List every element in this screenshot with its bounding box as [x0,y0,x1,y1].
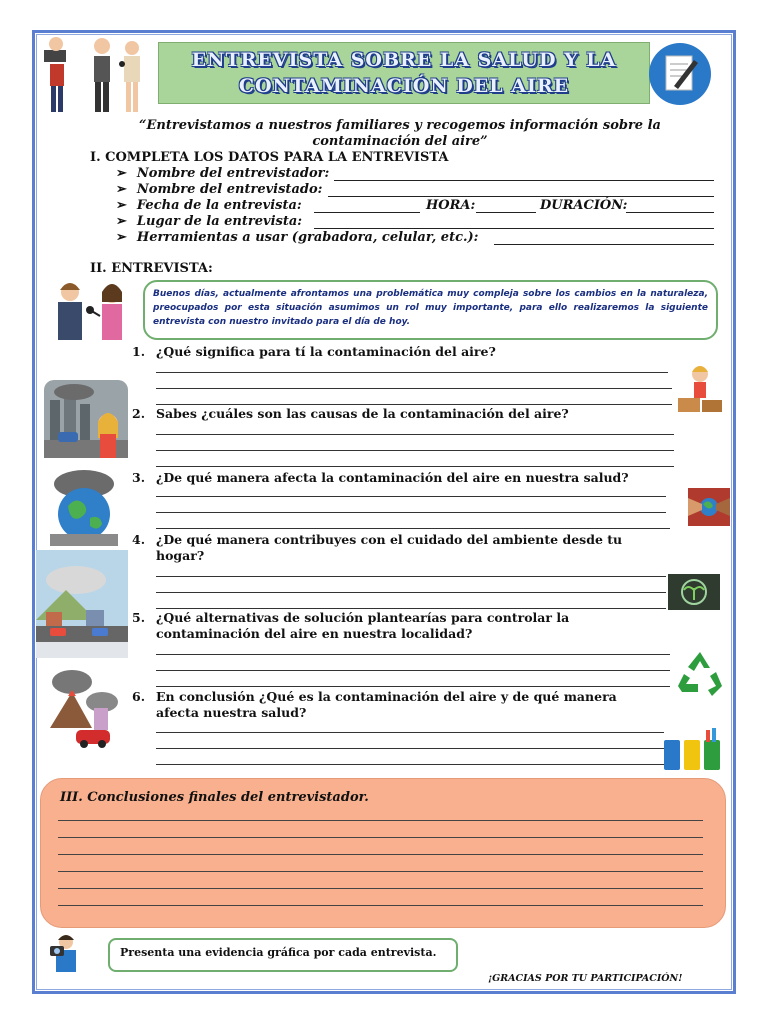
question-1 [132,344,496,360]
field-date-input[interactable] [314,212,420,213]
interview-intro-bubble: Buenos días, actualmente afrontamos una problemática muy compleja sobre los cambios en la naturaleza, preocupados por esta situación asumimos un rol muy importante, para ello realizaremos la siguiente entrevista con nuestro invitado para el día de hoy. [143,280,718,340]
conclusion-line[interactable] [58,871,703,872]
photographer-illustration [40,932,90,974]
sick-earth-illustration [46,466,122,548]
question-number: 4. [132,532,146,547]
conclusion-line[interactable] [58,888,703,889]
question-number: 3. [132,470,146,485]
field-interviewer-input[interactable] [334,180,714,181]
question-text: En conclusión ¿Qué es la contaminación del aire y de qué manera afecta nuestra salud? [156,689,617,720]
evidence-note-box: Presenta una evidencia gráfica por cada entrevista. [108,938,458,972]
question-number: 1. [132,344,146,359]
section-1-heading: I. COMPLETA LOS DATOS PARA LA ENTREVISTA [90,150,449,165]
answer-line[interactable] [156,764,664,765]
question-2 [132,406,569,422]
bullet-arrow-icon: ➢ [116,198,127,213]
question-text: ¿Qué alternativas de solución plantearías para controlar la contaminación del aire en nuestra localidad? [156,610,570,641]
field-place-text: Lugar de la entrevista: [136,214,303,229]
title-line-1: ENTREVISTA SOBRE LA SALUD Y LA [191,49,617,71]
question-6 [132,689,656,721]
interview-reporter-illustration [40,280,132,342]
field-interviewee-input[interactable] [328,196,714,197]
field-time-label: HORA: [426,198,476,213]
question-text: Sabes ¿cuáles son las causas de la contaminación del aire? [156,406,569,421]
field-interviewee-label [116,182,322,197]
question-5 [132,610,636,642]
recycle-icon [674,650,726,698]
field-time-input[interactable] [476,212,536,213]
bullet-arrow-icon: ➢ [116,230,127,245]
bullet-arrow-icon: ➢ [116,166,127,181]
field-interviewer-label [116,166,329,181]
kid-with-boxes-illustration [676,362,726,414]
question-4 [132,532,666,564]
conclusion-line[interactable] [58,820,703,821]
subtitle-quote: “Entrevistamos a nuestros familiares y recogemos información sobre la contaminación del aire” [139,118,661,149]
answer-line[interactable] [156,388,672,389]
conclusion-line[interactable] [58,837,703,838]
section-2-heading: II. ENTREVISTA: [90,261,213,276]
field-tools-input[interactable] [494,244,714,245]
volcano-pollution-illustration [46,668,124,750]
recycle-bins-illustration [662,728,726,772]
answer-line[interactable] [156,576,666,577]
conclusion-line[interactable] [58,905,703,906]
field-interviewer-text: Nombre del entrevistador: [136,166,330,181]
question-number: 5. [132,610,146,625]
answer-line[interactable] [156,732,664,733]
field-duration-input[interactable] [626,212,714,213]
title-line-2: CONTAMINACIÓN DEL AIRE [238,75,570,97]
question-text: ¿De qué manera afecta la contaminación del aire en nuestra salud? [156,470,629,485]
answer-line[interactable] [156,654,670,655]
answer-line[interactable] [156,748,664,749]
answer-line[interactable] [156,434,674,435]
field-interviewee-text: Nombre del entrevistado: [136,182,323,197]
answer-line[interactable] [156,404,672,405]
bullet-arrow-icon: ➢ [116,182,127,197]
question-text: ¿Qué significa para tí la contaminación del aire? [156,344,496,359]
field-duration-label: DURACIÓN: [540,198,628,213]
question-3 [132,470,629,486]
smoggy-town-illustration [36,550,128,658]
plant-in-hands-illustration [668,574,720,610]
field-place-label [116,214,302,229]
field-date-text: Fecha de la entrevista: [136,198,302,213]
answer-line[interactable] [156,496,666,497]
field-tools-label [116,230,478,245]
conclusion-line[interactable] [58,854,703,855]
answer-line[interactable] [156,528,670,529]
question-text: ¿De qué manera contribuyes con el cuidado del ambiente desde tu hogar? [156,532,623,563]
interview-crew-illustration [42,34,154,116]
question-number: 2. [132,406,146,421]
answer-line[interactable] [156,372,668,373]
field-date-label [116,198,302,213]
answer-line[interactable] [156,592,666,593]
answer-line[interactable] [156,466,674,467]
answer-line[interactable] [156,512,666,513]
polluted-city-illustration [44,380,128,458]
answer-line[interactable] [156,670,670,671]
question-number: 6. [132,689,146,704]
bullet-arrow-icon: ➢ [116,214,127,229]
section-3-heading: III. Conclusiones finales del entrevistador. [60,790,369,805]
answer-line[interactable] [156,608,666,609]
title-banner [158,42,650,104]
thanks-text: ¡GRACIAS POR TU PARTICIPACIÓN! [488,973,683,984]
answer-line[interactable] [156,450,674,451]
field-tools-text: Herramientas a usar (grabadora, celular, etc.): [136,230,479,245]
hands-holding-earth-illustration [688,488,730,526]
field-place-input[interactable] [314,228,714,229]
answer-line[interactable] [156,686,670,687]
notepad-pencil-icon [648,42,712,106]
